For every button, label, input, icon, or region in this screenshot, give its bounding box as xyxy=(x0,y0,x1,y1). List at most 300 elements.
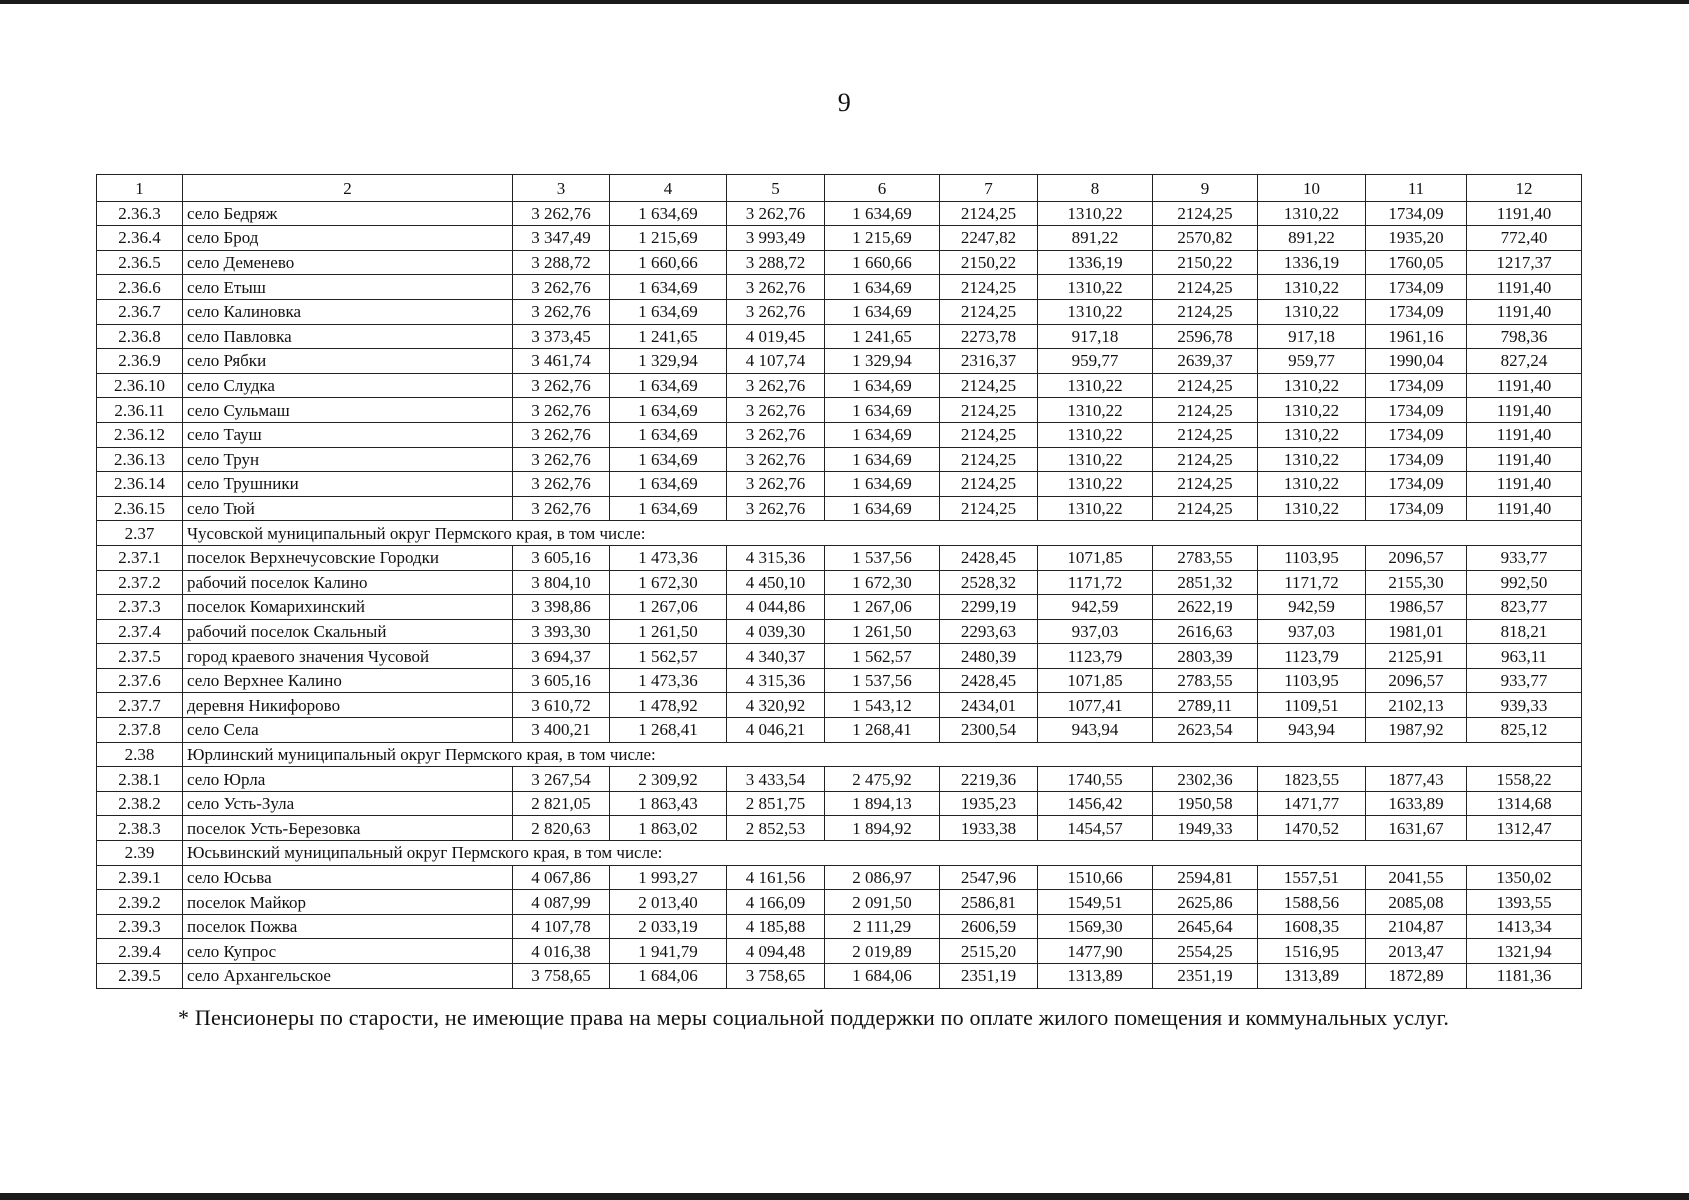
table-row xyxy=(97,349,1582,374)
row-number: 2.38.2 xyxy=(97,791,183,816)
table-row xyxy=(97,693,1582,718)
value-cell: 1310,22 xyxy=(1258,496,1366,521)
settlement-name: село Брод xyxy=(183,226,513,251)
value-cell: 1310,22 xyxy=(1258,201,1366,226)
value-cell: 1336,19 xyxy=(1258,250,1366,275)
value-cell: 1 941,79 xyxy=(610,939,727,964)
table-row xyxy=(97,250,1582,275)
value-cell: 2 091,50 xyxy=(825,890,940,915)
value-cell: 1 634,69 xyxy=(825,398,940,423)
value-cell: 2124,25 xyxy=(940,201,1038,226)
header-cell: 8 xyxy=(1038,175,1153,202)
row-number: 2.37.2 xyxy=(97,570,183,595)
table-row xyxy=(97,447,1582,472)
value-cell: 2125,91 xyxy=(1366,644,1467,669)
value-cell: 3 393,30 xyxy=(513,619,610,644)
settlement-name: поселок Усть-Березовка xyxy=(183,816,513,841)
header-cell: 1 xyxy=(97,175,183,202)
value-cell: 1191,40 xyxy=(1467,275,1582,300)
value-cell: 2124,25 xyxy=(1153,422,1258,447)
value-cell: 3 262,76 xyxy=(727,398,825,423)
value-cell: 1077,41 xyxy=(1038,693,1153,718)
value-cell: 1 562,57 xyxy=(610,644,727,669)
value-cell: 2351,19 xyxy=(1153,964,1258,989)
value-cell: 1823,55 xyxy=(1258,767,1366,792)
value-cell: 2783,55 xyxy=(1153,668,1258,693)
header-cell: 11 xyxy=(1366,175,1467,202)
value-cell: 1123,79 xyxy=(1258,644,1366,669)
settlement-name: село Юрла xyxy=(183,767,513,792)
value-cell: 2124,25 xyxy=(940,299,1038,324)
value-cell: 943,94 xyxy=(1258,718,1366,743)
section-row xyxy=(97,742,1582,767)
value-cell: 1 261,50 xyxy=(610,619,727,644)
value-cell: 3 993,49 xyxy=(727,226,825,251)
value-cell: 2428,45 xyxy=(940,668,1038,693)
value-cell: 2150,22 xyxy=(940,250,1038,275)
table-row xyxy=(97,914,1582,939)
value-cell: 1310,22 xyxy=(1258,275,1366,300)
row-number: 2.36.13 xyxy=(97,447,183,472)
value-cell: 1608,35 xyxy=(1258,914,1366,939)
footnote: * Пенсионеры по старости, не имеющие права на меры социальной поддержки по оплате жилого помещения и коммунальных услуг. xyxy=(178,1005,1450,1030)
table-row xyxy=(97,472,1582,497)
row-number: 2.36.8 xyxy=(97,324,183,349)
value-cell: 1 634,69 xyxy=(825,472,940,497)
settlement-name: село Трушники xyxy=(183,472,513,497)
value-cell: 4 094,48 xyxy=(727,939,825,964)
value-cell: 3 461,74 xyxy=(513,349,610,374)
table-row xyxy=(97,496,1582,521)
value-cell: 2041,55 xyxy=(1366,865,1467,890)
value-cell: 1 863,02 xyxy=(610,816,727,841)
value-cell: 1310,22 xyxy=(1038,201,1153,226)
value-cell: 2 033,19 xyxy=(610,914,727,939)
table-row xyxy=(97,299,1582,324)
value-cell: 1 478,92 xyxy=(610,693,727,718)
value-cell: 2 019,89 xyxy=(825,939,940,964)
table-row xyxy=(97,865,1582,890)
header-cell: 10 xyxy=(1258,175,1366,202)
value-cell: 1 473,36 xyxy=(610,545,727,570)
value-cell: 2124,25 xyxy=(1153,373,1258,398)
value-cell: 3 262,76 xyxy=(727,299,825,324)
value-cell: 1 473,36 xyxy=(610,668,727,693)
value-cell: 2351,19 xyxy=(940,964,1038,989)
value-cell: 1171,72 xyxy=(1258,570,1366,595)
value-cell: 3 605,16 xyxy=(513,668,610,693)
settlement-name: село Трун xyxy=(183,447,513,472)
section-title: Юсьвинский муниципальный округ Пермского края, в том числе: xyxy=(183,841,1582,866)
settlement-name: село Сульмаш xyxy=(183,398,513,423)
value-cell: 1 261,50 xyxy=(825,619,940,644)
value-cell: 1191,40 xyxy=(1467,299,1582,324)
value-cell: 1 684,06 xyxy=(610,964,727,989)
value-cell: 2124,25 xyxy=(940,447,1038,472)
value-cell: 2124,25 xyxy=(1153,398,1258,423)
value-cell: 1877,43 xyxy=(1366,767,1467,792)
settlement-name: село Села xyxy=(183,718,513,743)
section-row xyxy=(97,841,1582,866)
value-cell: 2085,08 xyxy=(1366,890,1467,915)
settlement-name: село Купрос xyxy=(183,939,513,964)
value-cell: 1310,22 xyxy=(1038,275,1153,300)
section-row xyxy=(97,521,1582,546)
value-cell: 1 634,69 xyxy=(825,275,940,300)
value-cell: 3 288,72 xyxy=(513,250,610,275)
page-number: 9 xyxy=(837,88,852,117)
settlement-name: село Архангельское xyxy=(183,964,513,989)
row-number: 2.36.5 xyxy=(97,250,183,275)
table-row xyxy=(97,644,1582,669)
settlement-name: село Етыш xyxy=(183,275,513,300)
value-cell: 4 107,74 xyxy=(727,349,825,374)
value-cell: 772,40 xyxy=(1467,226,1582,251)
value-cell: 1 634,69 xyxy=(610,447,727,472)
value-cell: 1454,57 xyxy=(1038,816,1153,841)
value-cell: 1310,22 xyxy=(1038,422,1153,447)
value-cell: 3 758,65 xyxy=(513,964,610,989)
value-cell: 2528,32 xyxy=(940,570,1038,595)
value-cell: 1872,89 xyxy=(1366,964,1467,989)
header-cell: 6 xyxy=(825,175,940,202)
value-cell: 4 320,92 xyxy=(727,693,825,718)
row-number: 2.36.4 xyxy=(97,226,183,251)
value-cell: 1961,16 xyxy=(1366,324,1467,349)
value-cell: 2124,25 xyxy=(1153,201,1258,226)
value-cell: 1734,09 xyxy=(1366,299,1467,324)
value-cell: 3 262,76 xyxy=(513,496,610,521)
table-row xyxy=(97,201,1582,226)
value-cell: 1734,09 xyxy=(1366,496,1467,521)
value-cell: 2096,57 xyxy=(1366,545,1467,570)
value-cell: 1 562,57 xyxy=(825,644,940,669)
value-cell: 1558,22 xyxy=(1467,767,1582,792)
value-cell: 1760,05 xyxy=(1366,250,1467,275)
value-cell: 1071,85 xyxy=(1038,545,1153,570)
value-cell: 2554,25 xyxy=(1153,939,1258,964)
value-cell: 1 660,66 xyxy=(610,250,727,275)
value-cell: 959,77 xyxy=(1038,349,1153,374)
value-cell: 2104,87 xyxy=(1366,914,1467,939)
value-cell: 2596,78 xyxy=(1153,324,1258,349)
value-cell: 2 820,63 xyxy=(513,816,610,841)
value-cell: 2013,47 xyxy=(1366,939,1467,964)
value-cell: 1191,40 xyxy=(1467,447,1582,472)
value-cell: 2645,64 xyxy=(1153,914,1258,939)
value-cell: 1 215,69 xyxy=(610,226,727,251)
value-cell: 1588,56 xyxy=(1258,890,1366,915)
value-cell: 1310,22 xyxy=(1258,299,1366,324)
value-cell: 1 634,69 xyxy=(825,447,940,472)
value-cell: 4 161,56 xyxy=(727,865,825,890)
section-title: Чусовской муниципальный округ Пермского края, в том числе: xyxy=(183,521,1582,546)
value-cell: 2547,96 xyxy=(940,865,1038,890)
row-number: 2.36.12 xyxy=(97,422,183,447)
value-cell: 1310,22 xyxy=(1038,398,1153,423)
table-row xyxy=(97,767,1582,792)
header-cell: 9 xyxy=(1153,175,1258,202)
value-cell: 1 634,69 xyxy=(610,201,727,226)
value-cell: 1569,30 xyxy=(1038,914,1153,939)
value-cell: 4 039,30 xyxy=(727,619,825,644)
value-cell: 4 016,38 xyxy=(513,939,610,964)
value-cell: 942,59 xyxy=(1038,595,1153,620)
table-row xyxy=(97,718,1582,743)
value-cell: 2124,25 xyxy=(1153,299,1258,324)
value-cell: 1477,90 xyxy=(1038,939,1153,964)
value-cell: 4 067,86 xyxy=(513,865,610,890)
value-cell: 1734,09 xyxy=(1366,275,1467,300)
value-cell: 1 660,66 xyxy=(825,250,940,275)
settlement-name: село Слудка xyxy=(183,373,513,398)
row-number: 2.37.8 xyxy=(97,718,183,743)
value-cell: 1 634,69 xyxy=(825,201,940,226)
value-cell: 1 268,41 xyxy=(825,718,940,743)
row-number: 2.38.3 xyxy=(97,816,183,841)
value-cell: 2428,45 xyxy=(940,545,1038,570)
header-cell: 12 xyxy=(1467,175,1582,202)
value-cell: 1 672,30 xyxy=(825,570,940,595)
value-cell: 1393,55 xyxy=(1467,890,1582,915)
row-number: 2.36.7 xyxy=(97,299,183,324)
row-number: 2.37.4 xyxy=(97,619,183,644)
value-cell: 4 340,37 xyxy=(727,644,825,669)
row-number: 2.39.5 xyxy=(97,964,183,989)
value-cell: 891,22 xyxy=(1038,226,1153,251)
value-cell: 4 315,36 xyxy=(727,668,825,693)
settlement-name: село Верхнее Калино xyxy=(183,668,513,693)
scan-edge-bottom xyxy=(0,1193,1689,1200)
value-cell: 2273,78 xyxy=(940,324,1038,349)
value-cell: 2 013,40 xyxy=(610,890,727,915)
value-cell: 2 821,05 xyxy=(513,791,610,816)
value-cell: 3 398,86 xyxy=(513,595,610,620)
table-row xyxy=(97,595,1582,620)
value-cell: 3 262,76 xyxy=(727,422,825,447)
settlement-name: село Рябки xyxy=(183,349,513,374)
value-cell: 939,33 xyxy=(1467,693,1582,718)
value-cell: 1 634,69 xyxy=(610,496,727,521)
value-cell: 798,36 xyxy=(1467,324,1582,349)
row-number: 2.39.2 xyxy=(97,890,183,915)
value-cell: 2 111,29 xyxy=(825,914,940,939)
value-cell: 1557,51 xyxy=(1258,865,1366,890)
scan-edge-top xyxy=(0,0,1689,4)
value-cell: 1310,22 xyxy=(1258,447,1366,472)
value-cell: 1 634,69 xyxy=(825,373,940,398)
value-cell: 2219,36 xyxy=(940,767,1038,792)
value-cell: 4 107,78 xyxy=(513,914,610,939)
value-cell: 1 329,94 xyxy=(610,349,727,374)
value-cell: 1191,40 xyxy=(1467,201,1582,226)
value-cell: 2783,55 xyxy=(1153,545,1258,570)
value-cell: 1 634,69 xyxy=(825,299,940,324)
table-body xyxy=(97,201,1582,988)
value-cell: 2586,81 xyxy=(940,890,1038,915)
value-cell: 4 166,09 xyxy=(727,890,825,915)
value-cell: 1734,09 xyxy=(1366,373,1467,398)
value-cell: 1 537,56 xyxy=(825,668,940,693)
value-cell: 825,12 xyxy=(1467,718,1582,743)
value-cell: 1 267,06 xyxy=(825,595,940,620)
value-cell: 1321,94 xyxy=(1467,939,1582,964)
value-cell: 891,22 xyxy=(1258,226,1366,251)
value-cell: 1631,67 xyxy=(1366,816,1467,841)
value-cell: 943,94 xyxy=(1038,718,1153,743)
header-row xyxy=(97,175,1582,202)
value-cell: 1935,23 xyxy=(940,791,1038,816)
value-cell: 1740,55 xyxy=(1038,767,1153,792)
value-cell: 933,77 xyxy=(1467,668,1582,693)
header-cell: 5 xyxy=(727,175,825,202)
table-row xyxy=(97,964,1582,989)
value-cell: 1191,40 xyxy=(1467,373,1582,398)
value-cell: 2124,25 xyxy=(940,373,1038,398)
value-cell: 1103,95 xyxy=(1258,668,1366,693)
value-cell: 1 634,69 xyxy=(610,373,727,398)
value-cell: 3 262,76 xyxy=(513,201,610,226)
row-number: 2.37.1 xyxy=(97,545,183,570)
value-cell: 992,50 xyxy=(1467,570,1582,595)
row-number: 2.36.3 xyxy=(97,201,183,226)
value-cell: 1510,66 xyxy=(1038,865,1153,890)
value-cell: 1123,79 xyxy=(1038,644,1153,669)
value-cell: 2789,11 xyxy=(1153,693,1258,718)
table-row xyxy=(97,226,1582,251)
value-cell: 1 894,13 xyxy=(825,791,940,816)
value-cell: 2480,39 xyxy=(940,644,1038,669)
value-cell: 1191,40 xyxy=(1467,472,1582,497)
table-row xyxy=(97,545,1582,570)
settlement-name: село Тюй xyxy=(183,496,513,521)
settlement-name: село Деменево xyxy=(183,250,513,275)
value-cell: 1 634,69 xyxy=(610,398,727,423)
value-cell: 3 288,72 xyxy=(727,250,825,275)
value-cell: 1191,40 xyxy=(1467,398,1582,423)
value-cell: 3 262,76 xyxy=(513,422,610,447)
value-cell: 2515,20 xyxy=(940,939,1038,964)
value-cell: 2155,30 xyxy=(1366,570,1467,595)
row-number: 2.36.6 xyxy=(97,275,183,300)
row-number: 2.39.1 xyxy=(97,865,183,890)
value-cell: 2 309,92 xyxy=(610,767,727,792)
value-cell: 2102,13 xyxy=(1366,693,1467,718)
value-cell: 2124,25 xyxy=(940,472,1038,497)
value-cell: 3 262,76 xyxy=(727,447,825,472)
row-number: 2.37 xyxy=(97,521,183,546)
table-row xyxy=(97,816,1582,841)
value-cell: 1 537,56 xyxy=(825,545,940,570)
row-number: 2.36.15 xyxy=(97,496,183,521)
settlement-name: город краевого значения Чусовой xyxy=(183,644,513,669)
value-cell: 1 894,92 xyxy=(825,816,940,841)
value-cell: 2 086,97 xyxy=(825,865,940,890)
value-cell: 963,11 xyxy=(1467,644,1582,669)
value-cell: 1734,09 xyxy=(1366,398,1467,423)
value-cell: 3 262,76 xyxy=(513,447,610,472)
value-cell: 4 315,36 xyxy=(727,545,825,570)
value-cell: 1 863,43 xyxy=(610,791,727,816)
value-cell: 1549,51 xyxy=(1038,890,1153,915)
header-cell: 3 xyxy=(513,175,610,202)
settlement-name: село Усть-Зула xyxy=(183,791,513,816)
value-cell: 2302,36 xyxy=(1153,767,1258,792)
row-number: 2.37.3 xyxy=(97,595,183,620)
value-cell: 1987,92 xyxy=(1366,718,1467,743)
value-cell: 1313,89 xyxy=(1258,964,1366,989)
settlement-name: деревня Никифорово xyxy=(183,693,513,718)
value-cell: 2 852,53 xyxy=(727,816,825,841)
value-cell: 1310,22 xyxy=(1038,447,1153,472)
row-number: 2.36.10 xyxy=(97,373,183,398)
value-cell: 4 087,99 xyxy=(513,890,610,915)
value-cell: 1071,85 xyxy=(1038,668,1153,693)
value-cell: 2434,01 xyxy=(940,693,1038,718)
value-cell: 3 610,72 xyxy=(513,693,610,718)
settlement-name: село Павловка xyxy=(183,324,513,349)
value-cell: 2606,59 xyxy=(940,914,1038,939)
value-cell: 2851,32 xyxy=(1153,570,1258,595)
value-cell: 1181,36 xyxy=(1467,964,1582,989)
value-cell: 1 241,65 xyxy=(610,324,727,349)
value-cell: 933,77 xyxy=(1467,545,1582,570)
value-cell: 1734,09 xyxy=(1366,472,1467,497)
value-cell: 1981,01 xyxy=(1366,619,1467,644)
value-cell: 937,03 xyxy=(1038,619,1153,644)
value-cell: 1191,40 xyxy=(1467,422,1582,447)
value-cell: 3 267,54 xyxy=(513,767,610,792)
value-cell: 1310,22 xyxy=(1258,422,1366,447)
value-cell: 3 758,65 xyxy=(727,964,825,989)
value-cell: 1633,89 xyxy=(1366,791,1467,816)
value-cell: 2639,37 xyxy=(1153,349,1258,374)
row-number: 2.39.3 xyxy=(97,914,183,939)
row-number: 2.39 xyxy=(97,841,183,866)
value-cell: 1 634,69 xyxy=(610,299,727,324)
settlement-name: поселок Верхнечусовские Городки xyxy=(183,545,513,570)
value-cell: 2594,81 xyxy=(1153,865,1258,890)
value-cell: 823,77 xyxy=(1467,595,1582,620)
settlement-name: поселок Комарихинский xyxy=(183,595,513,620)
table-row xyxy=(97,890,1582,915)
value-cell: 1 634,69 xyxy=(610,422,727,447)
value-cell: 3 262,76 xyxy=(727,496,825,521)
value-cell: 1350,02 xyxy=(1467,865,1582,890)
value-cell: 1933,38 xyxy=(940,816,1038,841)
value-cell: 1310,22 xyxy=(1258,373,1366,398)
value-cell: 1 672,30 xyxy=(610,570,727,595)
value-cell: 2803,39 xyxy=(1153,644,1258,669)
value-cell: 2124,25 xyxy=(1153,496,1258,521)
table-row xyxy=(97,668,1582,693)
value-cell: 1470,52 xyxy=(1258,816,1366,841)
settlement-name: село Бедряж xyxy=(183,201,513,226)
value-cell: 1471,77 xyxy=(1258,791,1366,816)
value-cell: 1935,20 xyxy=(1366,226,1467,251)
value-cell: 3 262,76 xyxy=(727,472,825,497)
row-number: 2.37.5 xyxy=(97,644,183,669)
value-cell: 3 262,76 xyxy=(513,472,610,497)
value-cell: 3 262,76 xyxy=(513,373,610,398)
header-cell: 2 xyxy=(183,175,513,202)
value-cell: 1171,72 xyxy=(1038,570,1153,595)
value-cell: 2247,82 xyxy=(940,226,1038,251)
row-number: 2.39.4 xyxy=(97,939,183,964)
value-cell: 1413,34 xyxy=(1467,914,1582,939)
value-cell: 4 046,21 xyxy=(727,718,825,743)
table-row xyxy=(97,619,1582,644)
